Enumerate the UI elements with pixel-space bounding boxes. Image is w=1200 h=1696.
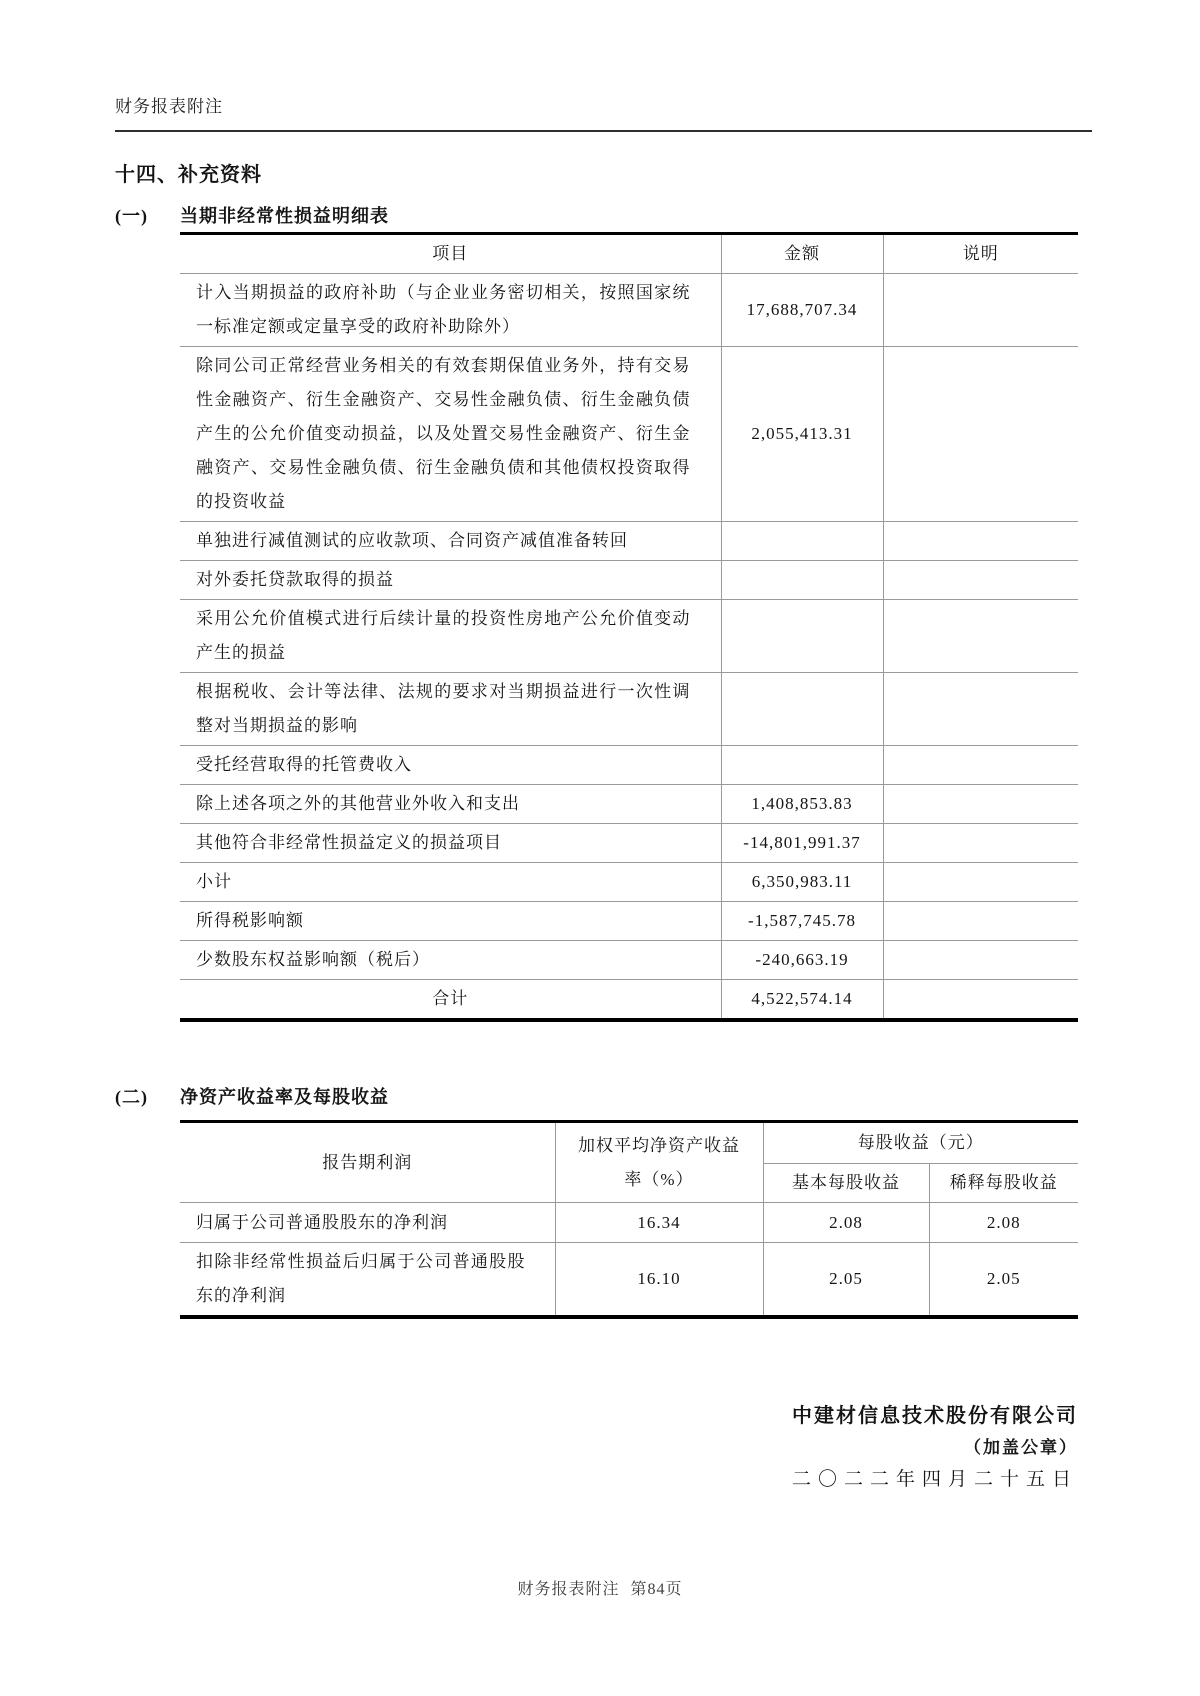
table-row [180, 824, 1078, 863]
item-cell: 根据税收、会计等法律、法规的要求对当期损益进行一次性调整对当期损益的影响 [180, 673, 721, 746]
amount-cell: -240,663.19 [721, 941, 883, 980]
item-cell: 采用公允价值模式进行后续计量的投资性房地产公允价值变动产生的损益 [180, 600, 721, 673]
item-cell: 扣除非经常性损益后归属于公司普通股股东的净利润 [180, 1243, 555, 1318]
roe-cell: 16.34 [555, 1203, 763, 1243]
subsection2-heading [115, 1083, 389, 1109]
subsection1-title-text: 当期非经常性损益明细表 [180, 206, 389, 226]
item-cell: 除上述各项之外的其他营业外收入和支出 [180, 785, 721, 824]
subsection1-heading [115, 202, 389, 228]
note-cell [883, 561, 1078, 600]
diluted-eps-cell: 2.05 [929, 1243, 1078, 1318]
item-cell: 所得税影响额 [180, 902, 721, 941]
table-row [180, 274, 1078, 347]
amount-cell: 4,522,574.14 [721, 980, 883, 1021]
note-cell [883, 941, 1078, 980]
roe-eps-table [180, 1120, 1078, 1319]
basic-eps-cell: 2.05 [763, 1243, 929, 1318]
table-row [180, 902, 1078, 941]
item-cell: 合计 [180, 980, 721, 1021]
note-cell [883, 785, 1078, 824]
note-cell [883, 902, 1078, 941]
note-cell [883, 980, 1078, 1021]
section-heading [115, 158, 262, 187]
amount-cell: 6,350,983.11 [721, 863, 883, 902]
table-row [180, 746, 1078, 785]
amount-cell: 1,408,853.83 [721, 785, 883, 824]
table-row [180, 561, 1078, 600]
table-row [180, 941, 1078, 980]
table-row [180, 600, 1078, 673]
column-header-amount: 金额 [721, 234, 883, 274]
page-footer: 财务报表附注 第84页 [517, 1581, 683, 1598]
item-cell: 归属于公司普通股股东的净利润 [180, 1203, 555, 1243]
note-cell [883, 824, 1078, 863]
table-row [180, 1243, 1078, 1318]
table-row [180, 1203, 1078, 1243]
roe-cell: 16.10 [555, 1243, 763, 1318]
note-cell [883, 673, 1078, 746]
item-cell: 少数股东权益影响额（税后） [180, 941, 721, 980]
total-row [180, 980, 1078, 1021]
column-header-note: 说明 [883, 234, 1078, 274]
note-cell [883, 600, 1078, 673]
column-header-report-period-profit: 报告期利润 [180, 1122, 555, 1203]
item-cell: 小计 [180, 863, 721, 902]
section-title-text: 补充资料 [178, 164, 262, 186]
item-cell: 受托经营取得的托管费收入 [180, 746, 721, 785]
table-row [180, 673, 1078, 746]
table-row [180, 785, 1078, 824]
amount-cell: -1,587,745.78 [721, 902, 883, 941]
table-header-row [180, 1122, 1078, 1164]
column-header-item: 项目 [180, 234, 721, 274]
amount-cell: 2,055,413.31 [721, 347, 883, 522]
note-cell [883, 522, 1078, 561]
non-recurring-gains-losses-table [180, 232, 1078, 1022]
note-cell [883, 274, 1078, 347]
running-header: 财务报表附注 [115, 92, 1092, 132]
subsection2-number: (二) [115, 1087, 148, 1107]
item-cell: 除同公司正常经营业务相关的有效套期保值业务外，持有交易性金融资产、衍生金融资产、交易性金融负债、衍生金融负债产生的公允价值变动损益，以及处置交易性金融资产、衍生金融资产、交易性金融负债、衍生金融负债和其他债权投资取得的投资收益 [180, 347, 721, 522]
signature-block [792, 1406, 1078, 1489]
amount-cell [721, 600, 883, 673]
item-cell: 单独进行减值测试的应收款项、合同资产减值准备转回 [180, 522, 721, 561]
amount-cell [721, 673, 883, 746]
amount-cell [721, 561, 883, 600]
column-header-basic-eps: 基本每股收益 [763, 1164, 929, 1203]
subsection1-number: (一) [115, 206, 148, 226]
note-cell [883, 347, 1078, 522]
company-seal-note: （加盖公章） [964, 1438, 1078, 1457]
section-number: 十四、 [115, 164, 178, 186]
table-row [180, 863, 1078, 902]
table-row [180, 522, 1078, 561]
amount-cell: 17,688,707.34 [721, 274, 883, 347]
item-cell: 其他符合非经常性损益定义的损益项目 [180, 824, 721, 863]
note-cell [883, 863, 1078, 902]
column-header-weighted-avg-roe: 加权平均净资产收益率（%） [555, 1122, 763, 1203]
note-cell [883, 746, 1078, 785]
basic-eps-cell: 2.08 [763, 1203, 929, 1243]
subsection2-title-text: 净资产收益率及每股收益 [180, 1087, 389, 1107]
column-header-diluted-eps: 稀释每股收益 [929, 1164, 1078, 1203]
table-header-row [180, 234, 1078, 274]
amount-cell: -14,801,991.37 [721, 824, 883, 863]
item-cell: 计入当期损益的政府补助（与企业业务密切相关，按照国家统一标准定额或定量享受的政府补助除外） [180, 274, 721, 347]
item-cell: 对外委托贷款取得的损益 [180, 561, 721, 600]
column-header-eps-group: 每股收益（元） [763, 1122, 1078, 1164]
diluted-eps-cell: 2.08 [929, 1203, 1078, 1243]
amount-cell [721, 522, 883, 561]
company-name: 中建材信息技术股份有限公司 [792, 1405, 1078, 1427]
amount-cell [721, 746, 883, 785]
signature-date: 二〇二二年四月二十五日 [791, 1469, 1078, 1490]
table-row [180, 347, 1078, 522]
